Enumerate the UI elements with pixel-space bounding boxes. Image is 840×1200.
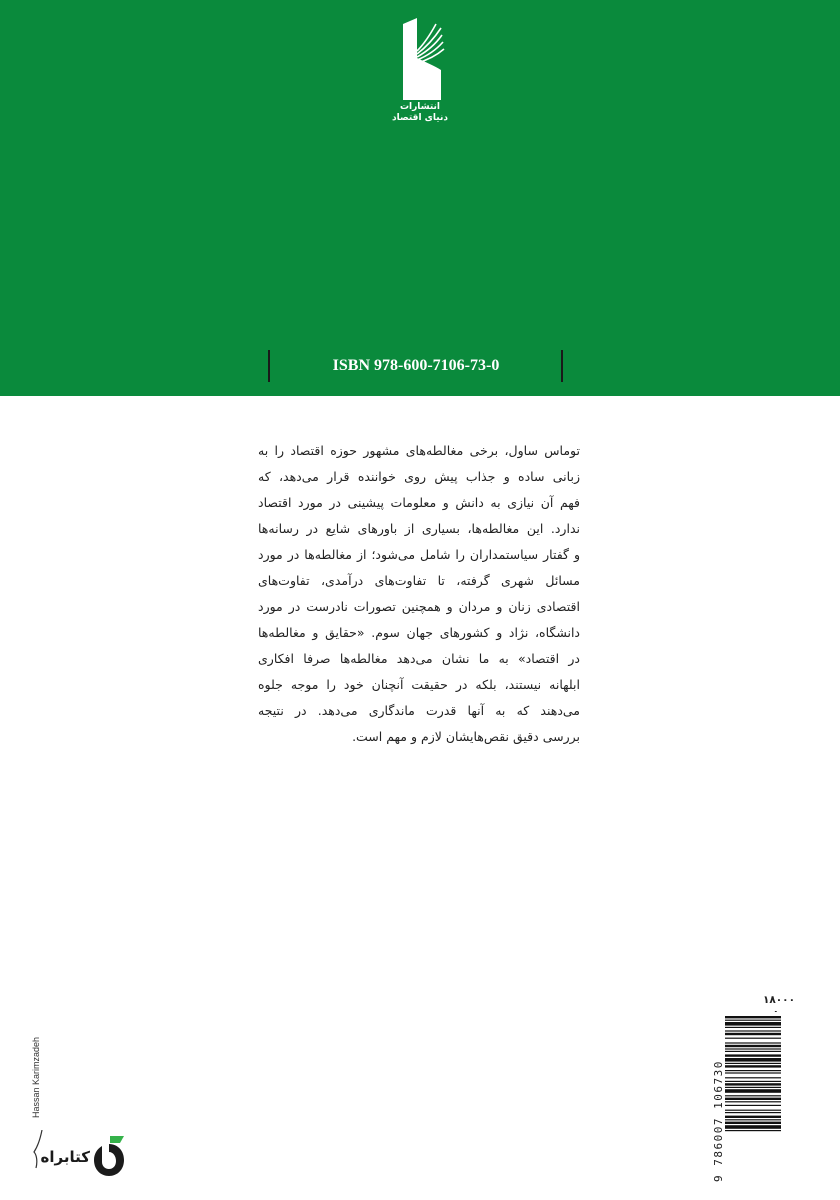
barcode-bar [725, 1051, 781, 1052]
barcode-bar [725, 1072, 781, 1073]
barcode-bar [725, 1087, 781, 1088]
barcode-bar [725, 1119, 781, 1120]
barcode-bar [725, 1083, 781, 1085]
barcode-digits: 9 786007 106730 [712, 1060, 725, 1182]
blurb-line: می‌دهند که به آنها قدرت ماندگاری می‌دهد. در نتیجه [258, 703, 580, 718]
book-leaf-logo-icon [395, 18, 445, 100]
barcode-bar [725, 1063, 781, 1064]
barcode-bar [725, 1110, 781, 1111]
blurb-line: زبانی ساده و جذاب پیش روی خواننده قرار می‌دهد، که [258, 469, 580, 484]
barcode-bar [725, 1089, 781, 1093]
barcode-bar [725, 1116, 781, 1118]
barcode-bar [725, 1070, 781, 1071]
barcode-icon [723, 1012, 797, 1182]
barcode-bar [725, 1098, 781, 1100]
barcode-bar [725, 1042, 781, 1043]
barcode-bar [725, 1065, 781, 1067]
blurb-line: بررسی دقیق نقص‌هایشان لازم و مهم است. [352, 729, 580, 744]
barcode-bar [725, 1033, 781, 1035]
barcode-bar [725, 1112, 781, 1113]
ketabrah-wordmark: کتابراه [40, 1148, 90, 1166]
publisher-name-line2: دنیای اقتصاد [392, 113, 448, 123]
barcode-bar [725, 1125, 781, 1129]
barcode-bar [725, 1016, 781, 1018]
barcode-bar [725, 1027, 781, 1028]
isbn-number: ISBN 978-600-7106-73-0 [332, 357, 500, 374]
barcode-bar [725, 1130, 781, 1131]
barcode-bar [725, 1048, 781, 1049]
blurb-line: توماس ساول، برخی مغالطه‌های مشهور حوزه اقتصاد را به [258, 443, 580, 458]
barcode-bar [725, 1020, 781, 1021]
barcode-bar [725, 1054, 781, 1056]
barcode-bar [725, 1045, 781, 1047]
ketabrah-logo-icon [90, 1134, 128, 1180]
barcode-bar [725, 1038, 781, 1039]
blurb-line: مسائل شهری گرفته، تا تفاوت‌های درآمدی، تفاوت‌های [258, 573, 580, 588]
barcode-bar [725, 1101, 781, 1102]
price-label: ۱۸۰۰۰ [762, 994, 795, 1006]
blurb-line: ندارد. این مغالطه‌ها، بسیاری از باورهای شایع در رسانه‌ها [258, 521, 580, 536]
blurb-line: فهم آن نیازی به دانش و معلومات پیشینی در مورد اقتصاد [258, 495, 580, 510]
blurb-line: اقتصادی زنان و مردان و همچنین تصورات نادرست در مورد [258, 599, 580, 614]
publisher-name-line1: انتشارات [400, 102, 440, 112]
barcode-bar [725, 1077, 781, 1078]
barcode-bar [725, 1122, 781, 1124]
barcode-bar [725, 1095, 781, 1096]
barcode-bar [725, 1058, 781, 1062]
back-cover-blurb [258, 438, 580, 750]
blurb-line: دانشگاه، نژاد و کشورهای جهان سوم. «حقایق و مغالطه‌ها [258, 625, 580, 640]
barcode-bar [725, 1081, 781, 1082]
blurb-line: ابلهانه نیستند، بلکه در حقیقت آنچنان خود را موجه جلوه [258, 677, 580, 692]
blurb-line: و گفتار سیاستمداران را شامل می‌شود؛ از مغالطه‌ها در مورد [258, 547, 580, 562]
designer-credit: Hassan Karimzadeh [31, 1036, 41, 1118]
barcode-bar [725, 1105, 781, 1106]
ketabrah-watermark [30, 1130, 130, 1186]
barcode-bar [725, 1030, 781, 1031]
barcode-bar [725, 1022, 781, 1026]
publisher-logo [370, 18, 470, 126]
blurb-line: در اقتصاد» به ما نشان می‌دهد مغالطه‌ها صرفا افکاری [258, 651, 580, 666]
